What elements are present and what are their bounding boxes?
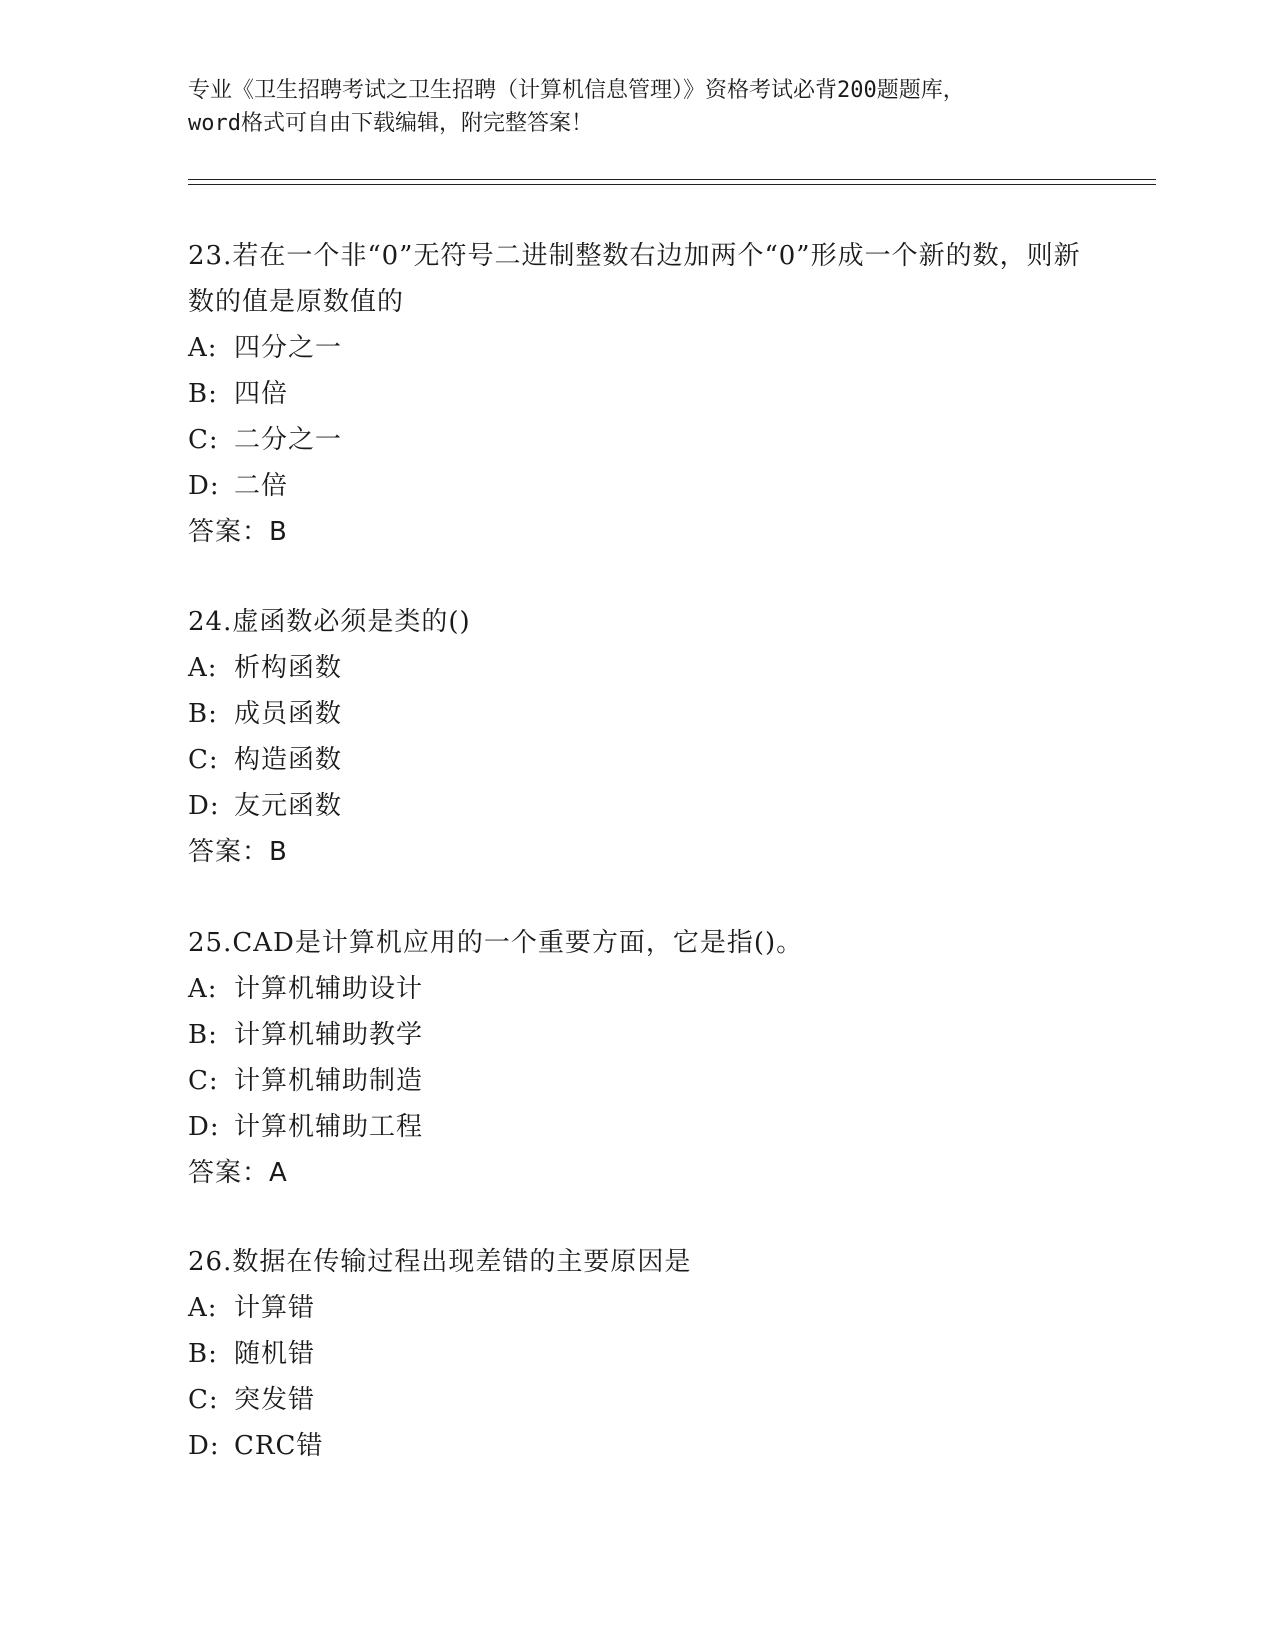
option-c	[188, 737, 1088, 783]
option-text: 二分之一	[234, 425, 343, 455]
question-23	[188, 233, 1088, 555]
header-line-2: word格式可自由下载编辑，附完整答案！	[188, 111, 593, 136]
option-letter: C:	[188, 425, 219, 455]
option-letter: B:	[188, 379, 218, 409]
question-24	[188, 599, 1088, 875]
option-text: 构造函数	[234, 745, 343, 775]
option-letter: A:	[188, 333, 218, 363]
option-c	[188, 1377, 1088, 1423]
option-a	[188, 1285, 1088, 1331]
option-text: 二倍	[234, 471, 289, 501]
option-d	[188, 463, 1088, 509]
option-b	[188, 691, 1088, 737]
option-text: CRC错	[234, 1431, 324, 1461]
option-letter: D:	[188, 791, 220, 821]
question-stem: 26.数据在传输过程出现差错的主要原因是	[188, 1247, 692, 1277]
option-letter: D:	[188, 471, 220, 501]
option-text: 计算错	[234, 1293, 316, 1323]
question-25	[188, 920, 1088, 1196]
option-text: 计算机辅助制造	[234, 1066, 424, 1096]
option-text: 计算机辅助设计	[234, 974, 424, 1004]
option-text: 四倍	[234, 379, 289, 409]
header-line-1: 专业《卫生招聘考试之卫生招聘（计算机信息管理）》资格考试必背200题题库，	[188, 78, 965, 103]
question-stem: 25.CAD是计算机应用的一个重要方面，它是指()。	[188, 928, 804, 958]
answer-line: 答案：B	[188, 837, 288, 867]
option-letter: C:	[188, 1385, 219, 1415]
question-stem: 23.若在一个非“0”无符号二进制整数右边加两个“0”形成一个新的数，则新数的值是原数值的	[188, 241, 1081, 317]
option-text: 计算机辅助教学	[234, 1020, 424, 1050]
option-d	[188, 783, 1088, 829]
question-26	[188, 1239, 1088, 1469]
option-b	[188, 371, 1088, 417]
option-text: 随机错	[234, 1339, 316, 1369]
option-letter: B:	[188, 1020, 218, 1050]
question-stem: 24.虚函数必须是类的()	[188, 607, 471, 637]
option-d	[188, 1104, 1088, 1150]
option-c	[188, 1058, 1088, 1104]
header-divider-bottom	[188, 184, 1156, 185]
answer-line: 答案：A	[188, 1158, 288, 1188]
option-b	[188, 1012, 1088, 1058]
document-header	[188, 74, 1088, 140]
option-a	[188, 966, 1088, 1012]
option-d	[188, 1423, 1088, 1469]
option-b	[188, 1331, 1088, 1377]
option-text: 友元函数	[234, 791, 343, 821]
option-letter: C:	[188, 1066, 219, 1096]
option-letter: B:	[188, 699, 218, 729]
option-c	[188, 417, 1088, 463]
option-letter: D:	[188, 1112, 220, 1142]
header-divider-top	[188, 179, 1156, 180]
answer-line: 答案：B	[188, 517, 288, 547]
option-text: 四分之一	[234, 333, 343, 363]
option-letter: A:	[188, 974, 218, 1004]
option-text: 成员函数	[234, 699, 343, 729]
option-a	[188, 325, 1088, 371]
option-letter: C:	[188, 745, 219, 775]
option-letter: B:	[188, 1339, 218, 1369]
option-text: 突发错	[234, 1385, 316, 1415]
option-letter: A:	[188, 653, 218, 683]
option-text: 计算机辅助工程	[234, 1112, 424, 1142]
option-text: 析构函数	[234, 653, 343, 683]
option-a	[188, 645, 1088, 691]
option-letter: D:	[188, 1431, 220, 1461]
option-letter: A:	[188, 1293, 218, 1323]
